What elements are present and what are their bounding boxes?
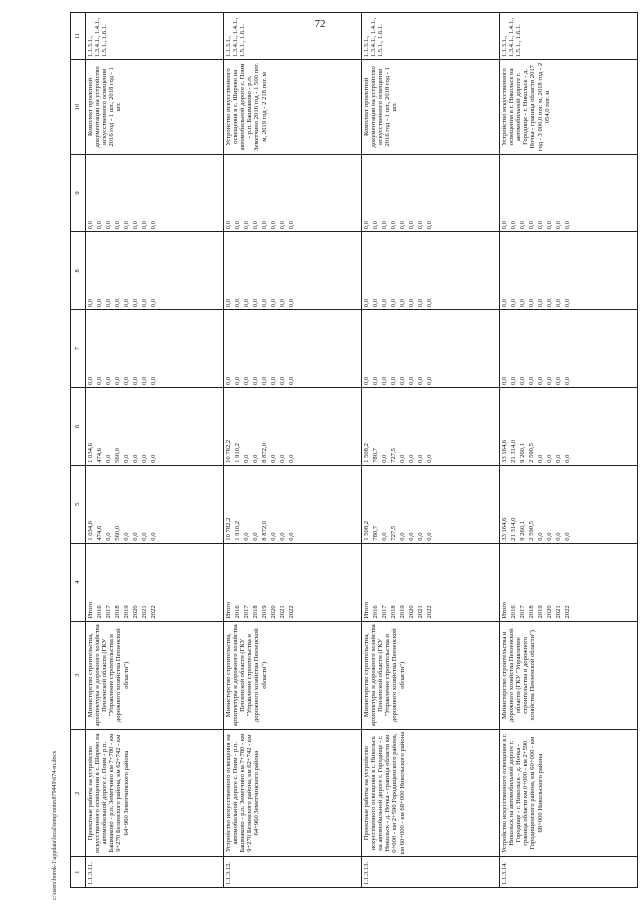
federal-funding-cell	[500, 310, 638, 388]
total-funding-cell	[500, 465, 638, 543]
federal-funding-cell-value: 0,0	[105, 376, 112, 386]
row-number-cell: 1.1.3.14.	[500, 857, 638, 888]
year-cell-value: 2022	[564, 605, 571, 619]
total-funding-cell-value: 1 910,2	[234, 520, 241, 541]
regional-funding-cell-value: 1 910,2	[234, 443, 241, 463]
regional-funding-cell-value: 0,0	[426, 454, 433, 463]
executor-cell: Министерство строительства и дорожного хозяйства Пензенской области (ГКУ "Управление строительства и дорожного хозяйства Пензенской области")	[500, 621, 638, 729]
total-funding-cell-value: 0,0	[279, 532, 286, 541]
header-cell: 5	[71, 465, 86, 543]
local-funding-cell-value: 0,0	[381, 298, 388, 308]
regional-funding-cell-value: 0,0	[279, 454, 286, 463]
year-cell-value: 2017	[519, 605, 526, 619]
federal-funding-cell-value: 0,0	[372, 376, 379, 386]
header-cell: 2	[71, 730, 86, 857]
description-cell: Проектные работы на устройство искусственного освещения в г. Никольск на автомобильной дороге г. Городище - г. Никольск - д. Ночка - граница области км 0+000 - км 2+590 Городищенского района, км 60+000 - км 68+000 Никольского района	[362, 730, 500, 857]
total-funding-cell-value: 2 590,5	[528, 520, 535, 541]
year-cell-value: 2019	[399, 605, 406, 619]
local-funding-cell-value: 0,0	[270, 298, 277, 308]
year-cell-value: 2020	[546, 605, 553, 619]
local-funding-cell-value: 0,0	[546, 298, 553, 308]
total-funding-cell-value: 8 872,0	[261, 520, 268, 541]
other-funding-cell-value: 0,0	[381, 221, 388, 230]
federal-funding-cell-value: 0,0	[279, 376, 286, 386]
header-cell: 11	[71, 13, 86, 60]
local-funding-cell-value: 0,0	[363, 298, 370, 308]
total-funding-cell	[86, 465, 224, 543]
year-cell-value: 2022	[150, 605, 157, 619]
regional-funding-cell-value: 1 034,6	[87, 443, 94, 463]
other-funding-cell	[362, 154, 500, 232]
other-funding-cell-value: 0,0	[132, 221, 139, 230]
total-funding-cell-value: 9 260,1	[519, 520, 526, 541]
header-row	[71, 13, 86, 888]
other-funding-cell-value: 0,0	[279, 221, 286, 230]
local-funding-cell-value: 0,0	[123, 298, 130, 308]
executor-cell: Министерство строительства, архитектуры и дорожного хозяйства Пензенской области (ГКУ "Управление строительства и дорожного хозяйства Пензенской области")	[224, 621, 362, 729]
result-cell: Комплект проектной документации на устройство искусственного освещения 2016 год - 1 шт., 2018 год - 1 шт.	[362, 60, 500, 154]
year-cell-value: 2020	[408, 605, 415, 619]
regional-funding-cell-value: 727,5	[390, 448, 397, 463]
total-funding-cell-value: 780,7	[372, 525, 379, 541]
regional-funding-cell-value: 0,0	[270, 454, 277, 463]
regional-funding-cell-value: 0,0	[252, 454, 259, 463]
local-funding-cell-value: 0,0	[501, 298, 508, 308]
federal-funding-cell-value: 0,0	[87, 376, 94, 386]
total-funding-cell-value: 0,0	[132, 532, 139, 541]
reference-cell: 1.1.3.1., 1.3.4.1., 1.4.1., 1.5.1., 1.6.1.	[362, 13, 500, 60]
federal-funding-cell	[362, 310, 500, 388]
regional-funding-cell-value: 0,0	[141, 454, 148, 463]
local-funding-cell	[224, 232, 362, 310]
local-funding-cell-value: 0,0	[372, 298, 379, 308]
federal-funding-cell-value: 0,0	[390, 376, 397, 386]
regional-funding-cell-value: 0,0	[243, 454, 250, 463]
regional-funding-cell-value: 0,0	[564, 454, 571, 463]
year-cell	[86, 543, 224, 621]
year-cell-value: 2020	[132, 605, 139, 619]
total-funding-cell-value: 0,0	[546, 532, 553, 541]
federal-funding-cell-value: 0,0	[270, 376, 277, 386]
header-cell: 7	[71, 310, 86, 388]
total-funding-cell-value: 0,0	[243, 532, 250, 541]
federal-funding-cell-value: 0,0	[96, 376, 103, 386]
year-cell-value: 2017	[105, 605, 112, 619]
executor-cell: Министерство строительства, архитектуры и дорожного хозяйства Пензенской области (ГКУ "Управление строительства и дорожного хозяйства Пензенской области")	[86, 621, 224, 729]
header-cell: 9	[71, 154, 86, 232]
federal-funding-cell-value: 0,0	[546, 376, 553, 386]
year-cell-value: 2018	[390, 605, 397, 619]
federal-funding-cell-value: 0,0	[564, 376, 571, 386]
executor-cell: Министерство строительства, архитектуры и дорожного хозяйства Пензенской области (ГКУ "Управление строительства и дорожного хозяйства Пензенской области")	[362, 621, 500, 729]
total-funding-cell-value: 21 314,0	[510, 517, 517, 541]
total-funding-cell	[362, 465, 500, 543]
year-cell-value: 2018	[528, 605, 535, 619]
federal-funding-cell-value: 0,0	[537, 376, 544, 386]
local-funding-cell-value: 0,0	[132, 298, 139, 308]
regional-funding-cell-value: 0,0	[408, 454, 415, 463]
local-funding-cell-value: 0,0	[399, 298, 406, 308]
other-funding-cell-value: 0,0	[501, 221, 508, 230]
year-cell-value: Итого	[225, 601, 232, 619]
federal-funding-cell	[86, 310, 224, 388]
year-cell-value: 2017	[243, 605, 250, 619]
local-funding-cell-value: 0,0	[288, 298, 295, 308]
federal-funding-cell-value: 0,0	[252, 376, 259, 386]
year-cell-value: 2021	[555, 605, 562, 619]
regional-funding-cell-value: 0,0	[537, 454, 544, 463]
federal-funding-cell-value: 0,0	[528, 376, 535, 386]
local-funding-cell-value: 0,0	[234, 298, 241, 308]
local-funding-cell-value: 0,0	[243, 298, 250, 308]
federal-funding-cell-value: 0,0	[363, 376, 370, 386]
other-funding-cell-value: 0,0	[252, 221, 259, 230]
table-row	[362, 13, 500, 888]
total-funding-cell-value: 0,0	[288, 532, 295, 541]
regional-funding-cell-value: 0,0	[150, 454, 157, 463]
regional-funding-cell	[86, 388, 224, 466]
header-cell: 1	[71, 857, 86, 888]
federal-funding-cell-value: 0,0	[417, 376, 424, 386]
year-cell-value: 2021	[279, 605, 286, 619]
total-funding-cell-value: 0,0	[564, 532, 571, 541]
year-cell-value: 2017	[381, 605, 388, 619]
year-cell-value: 2016	[234, 605, 241, 619]
other-funding-cell-value: 0,0	[390, 221, 397, 230]
year-cell-value: 2016	[510, 605, 517, 619]
local-funding-cell	[362, 232, 500, 310]
year-cell-value: 2016	[372, 605, 379, 619]
regional-funding-cell-value: 1 508,2	[363, 443, 370, 463]
regional-funding-cell-value: 0,0	[123, 454, 130, 463]
year-cell-value: 2020	[270, 605, 277, 619]
regional-funding-cell-value: 0,0	[555, 454, 562, 463]
total-funding-cell-value: 1 508,2	[363, 520, 370, 541]
local-funding-cell-value: 0,0	[261, 298, 268, 308]
local-funding-cell	[86, 232, 224, 310]
local-funding-cell-value: 0,0	[225, 298, 232, 308]
regional-funding-cell-value: 0,0	[132, 454, 139, 463]
regional-funding-cell	[362, 388, 500, 466]
local-funding-cell-value: 0,0	[510, 298, 517, 308]
year-cell-value: 2021	[141, 605, 148, 619]
total-funding-cell-value: 0,0	[417, 532, 424, 541]
total-funding-cell-value: 0,0	[123, 532, 130, 541]
regional-funding-cell-value: 21 314,0	[510, 439, 517, 463]
federal-funding-cell-value: 0,0	[555, 376, 562, 386]
total-funding-cell-value: 0,0	[150, 532, 157, 541]
total-funding-cell-value: 0,0	[555, 532, 562, 541]
table-row	[500, 13, 638, 888]
local-funding-cell-value: 0,0	[87, 298, 94, 308]
header-cell: 6	[71, 388, 86, 466]
file-path-footer: c:\users\borok-1\appdata\local\temp\notes879449\674-m.docx	[52, 750, 58, 900]
other-funding-cell-value: 0,0	[519, 221, 526, 230]
row-number-cell: 1.1.3.11.	[86, 857, 224, 888]
header-cell: 10	[71, 60, 86, 154]
regional-funding-cell-value: 0,0	[417, 454, 424, 463]
local-funding-cell-value: 0,0	[519, 298, 526, 308]
other-funding-cell-value: 0,0	[114, 221, 121, 230]
federal-funding-cell-value: 0,0	[519, 376, 526, 386]
regional-funding-cell	[500, 388, 638, 466]
other-funding-cell-value: 0,0	[234, 221, 241, 230]
other-funding-cell-value: 0,0	[537, 221, 544, 230]
total-funding-cell-value: 10 782,2	[225, 517, 232, 541]
regional-funding-cell-value: 0,0	[105, 454, 112, 463]
year-cell-value: 2018	[252, 605, 259, 619]
other-funding-cell-value: 0,0	[87, 221, 94, 230]
other-funding-cell-value: 0,0	[372, 221, 379, 230]
local-funding-cell-value: 0,0	[252, 298, 259, 308]
total-funding-cell-value: 0,0	[381, 532, 388, 541]
federal-funding-cell-value: 0,0	[123, 376, 130, 386]
local-funding-cell-value: 0,0	[426, 298, 433, 308]
regional-funding-cell-value: 9 260,1	[519, 443, 526, 463]
other-funding-cell-value: 0,0	[408, 221, 415, 230]
federal-funding-cell-value: 0,0	[234, 376, 241, 386]
regional-funding-cell-value: 0,0	[381, 454, 388, 463]
year-cell-value: 2018	[114, 605, 121, 619]
header-cell: 3	[71, 621, 86, 729]
other-funding-cell-value: 0,0	[510, 221, 517, 230]
year-cell-value: 2019	[537, 605, 544, 619]
total-funding-cell-value: 0,0	[141, 532, 148, 541]
year-cell-value: 2022	[288, 605, 295, 619]
other-funding-cell-value: 0,0	[261, 221, 268, 230]
local-funding-cell	[500, 232, 638, 310]
year-cell-value: 2019	[261, 605, 268, 619]
other-funding-cell	[500, 154, 638, 232]
total-funding-cell-value: 0,0	[252, 532, 259, 541]
row-number-cell: 1.1.3.13.	[362, 857, 500, 888]
total-funding-cell-value: 0,0	[408, 532, 415, 541]
federal-funding-cell-value: 0,0	[381, 376, 388, 386]
other-funding-cell-value: 0,0	[123, 221, 130, 230]
other-funding-cell	[86, 154, 224, 232]
year-cell	[500, 543, 638, 621]
year-cell-value: Итого	[363, 601, 370, 619]
total-funding-cell-value: 0,0	[105, 532, 112, 541]
other-funding-cell-value: 0,0	[363, 221, 370, 230]
rotated-table-container	[70, 12, 638, 888]
local-funding-cell-value: 0,0	[96, 298, 103, 308]
federal-funding-cell-value: 0,0	[150, 376, 157, 386]
local-funding-cell-value: 0,0	[528, 298, 535, 308]
local-funding-cell-value: 0,0	[141, 298, 148, 308]
regional-funding-cell-value: 8 872,0	[261, 443, 268, 463]
table-row	[224, 13, 362, 888]
local-funding-cell-value: 0,0	[555, 298, 562, 308]
federal-funding-cell-value: 0,0	[225, 376, 232, 386]
local-funding-cell-value: 0,0	[564, 298, 571, 308]
description-cell: Устройство искусственного освещения в г. Никольск на автомобильной дороге г. Городище - г. Никольск - д. Ночка - граница области км 0+000 - км 2+590 Городищенского района, км 60+000 - км 68+000 Никольского района	[500, 730, 638, 857]
other-funding-cell-value: 0,0	[105, 221, 112, 230]
federal-funding-cell-value: 0,0	[114, 376, 121, 386]
year-cell-value: Итого	[87, 601, 94, 619]
other-funding-cell-value: 0,0	[141, 221, 148, 230]
other-funding-cell-value: 0,0	[225, 221, 232, 230]
total-funding-cell-value: 0,0	[426, 532, 433, 541]
other-funding-cell-value: 0,0	[270, 221, 277, 230]
year-cell	[224, 543, 362, 621]
header-cell: 8	[71, 232, 86, 310]
result-cell: Комплект проектной документации на устройство искусственного освещения 2016 год - 1 шт., 2018 год - 1 шт.	[86, 60, 224, 154]
total-funding-cell	[224, 465, 362, 543]
federal-funding-cell-value: 0,0	[261, 376, 268, 386]
federal-funding-cell-value: 0,0	[288, 376, 295, 386]
reference-cell: 1.1.3.1., 1.3.4.1., 1.4.1., 1.5.1., 1.6.1.	[86, 13, 224, 60]
other-funding-cell-value: 0,0	[288, 221, 295, 230]
total-funding-cell-value: 474,6	[96, 525, 103, 541]
year-cell-value: 2022	[426, 605, 433, 619]
row-number-cell: 1.1.3.12.	[224, 857, 362, 888]
total-funding-cell-value: 727,5	[390, 525, 397, 541]
reference-cell: 1.1.3.1., 1.3.4.1., 1.4.1., 1.5.1., 1.6.1.	[224, 13, 362, 60]
table-body	[71, 13, 638, 888]
total-funding-cell-value: 1 034,6	[87, 520, 94, 541]
other-funding-cell-value: 0,0	[96, 221, 103, 230]
regional-funding-cell-value: 0,0	[399, 454, 406, 463]
other-funding-cell-value: 0,0	[564, 221, 571, 230]
local-funding-cell-value: 0,0	[114, 298, 121, 308]
other-funding-cell-value: 0,0	[546, 221, 553, 230]
local-funding-cell-value: 0,0	[390, 298, 397, 308]
other-funding-cell-value: 0,0	[417, 221, 424, 230]
year-cell-value: 2016	[96, 605, 103, 619]
header-cell: 4	[71, 543, 86, 621]
local-funding-cell-value: 0,0	[279, 298, 286, 308]
local-funding-cell-value: 0,0	[150, 298, 157, 308]
table-row	[86, 13, 224, 888]
regional-funding-cell-value: 0,0	[546, 454, 553, 463]
regional-funding-cell-value: 10 782,2	[225, 439, 232, 463]
local-funding-cell-value: 0,0	[537, 298, 544, 308]
other-funding-cell-value: 0,0	[528, 221, 535, 230]
total-funding-cell-value: 0,0	[270, 532, 277, 541]
regional-funding-cell-value: 560,0	[114, 448, 121, 463]
regional-funding-cell	[224, 388, 362, 466]
other-funding-cell-value: 0,0	[426, 221, 433, 230]
federal-funding-cell-value: 0,0	[141, 376, 148, 386]
federal-funding-cell-value: 0,0	[399, 376, 406, 386]
federal-funding-cell-value: 0,0	[243, 376, 250, 386]
local-funding-cell-value: 0,0	[408, 298, 415, 308]
federal-funding-cell-value: 0,0	[501, 376, 508, 386]
local-funding-cell-value: 0,0	[105, 298, 112, 308]
other-funding-cell-value: 0,0	[555, 221, 562, 230]
federal-funding-cell-value: 0,0	[510, 376, 517, 386]
regional-funding-cell-value: 2 590,5	[528, 443, 535, 463]
total-funding-cell-value: 0,0	[399, 532, 406, 541]
year-cell-value: Итого	[501, 601, 508, 619]
page-number: 72	[314, 18, 326, 30]
program-table	[70, 12, 638, 888]
year-cell-value: 2021	[417, 605, 424, 619]
regional-funding-cell-value: 33 164,6	[501, 439, 508, 463]
regional-funding-cell-value: 474,6	[96, 448, 103, 463]
other-funding-cell-value: 0,0	[399, 221, 406, 230]
regional-funding-cell-value: 780,7	[372, 448, 379, 463]
total-funding-cell-value: 560,0	[114, 525, 121, 541]
federal-funding-cell	[224, 310, 362, 388]
total-funding-cell-value: 33 164,6	[501, 517, 508, 541]
federal-funding-cell-value: 0,0	[408, 376, 415, 386]
local-funding-cell-value: 0,0	[417, 298, 424, 308]
other-funding-cell	[224, 154, 362, 232]
federal-funding-cell-value: 0,0	[426, 376, 433, 386]
total-funding-cell-value: 0,0	[537, 532, 544, 541]
year-cell	[362, 543, 500, 621]
description-cell: Проектные работы на устройство искусственного освещения в с. Ширево на автомобильной дороге с. Поим - р.п. Башмаково - р.п. Земетчино км 7+780 - км 9+270 Белинского района, км 62+742 - км 64+960 Земетчинского района	[86, 730, 224, 857]
other-funding-cell-value: 0,0	[243, 221, 250, 230]
federal-funding-cell-value: 0,0	[132, 376, 139, 386]
description-cell: Устройство искусственного освещения на автомобильной дороге с. Поим - р.п. Башмаково - р.п. Земетчино км 7+780 - км 9+270 Белинского района, км 62+742 - км 64+960 Земетчинского района	[224, 730, 362, 857]
year-cell-value: 2019	[123, 605, 130, 619]
result-cell: Устройство искусственного освещения в г. Никольск на автомобильной дороге г. Городище - г. Никольск - д. Ночка - граница области 2017 год - 3 000,0 пог. м, 2018 год - 2 054,0 пог. м	[500, 60, 638, 154]
regional-funding-cell-value: 0,0	[288, 454, 295, 463]
result-cell: Устройство искусственного освещения в с. Ширево на автомобильной дороге с. Поим - р.п. Башмаково - р.п. Земетчино 2016 год - 1 500 пог. м, 2019 год - 2 218 пог. м	[224, 60, 362, 154]
reference-cell: 1.1.3.1., 1.3.4.1., 1.4.1., 1.5.1., 1.6.1.	[500, 13, 638, 60]
other-funding-cell-value: 0,0	[150, 221, 157, 230]
